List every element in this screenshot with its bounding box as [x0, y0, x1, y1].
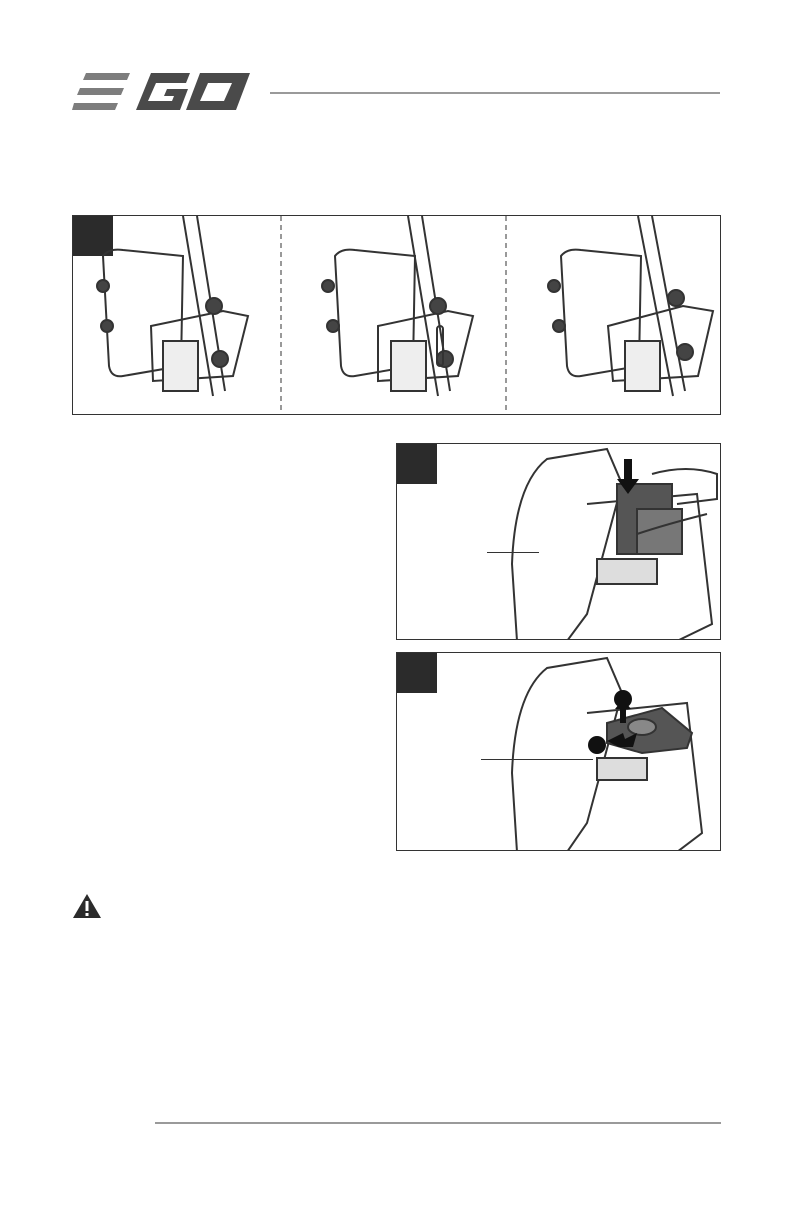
- warning-triangle-icon: [72, 893, 102, 919]
- header-rule: [270, 92, 720, 94]
- figure-battery-insert: [396, 443, 721, 640]
- handle-illustration: [73, 216, 721, 415]
- figure-battery-remove: [396, 652, 721, 851]
- callout-leader-line: [487, 552, 539, 553]
- callout-marker-2: [588, 736, 606, 754]
- footer-rule: [155, 1122, 721, 1124]
- figure-handle-strip: [72, 215, 721, 415]
- callout-leader-line: [481, 759, 593, 760]
- battery-remove-illustration: [397, 653, 721, 851]
- ego-logo-graphic: [72, 70, 252, 114]
- battery-insert-illustration: [397, 444, 721, 640]
- ego-logo: [72, 70, 252, 114]
